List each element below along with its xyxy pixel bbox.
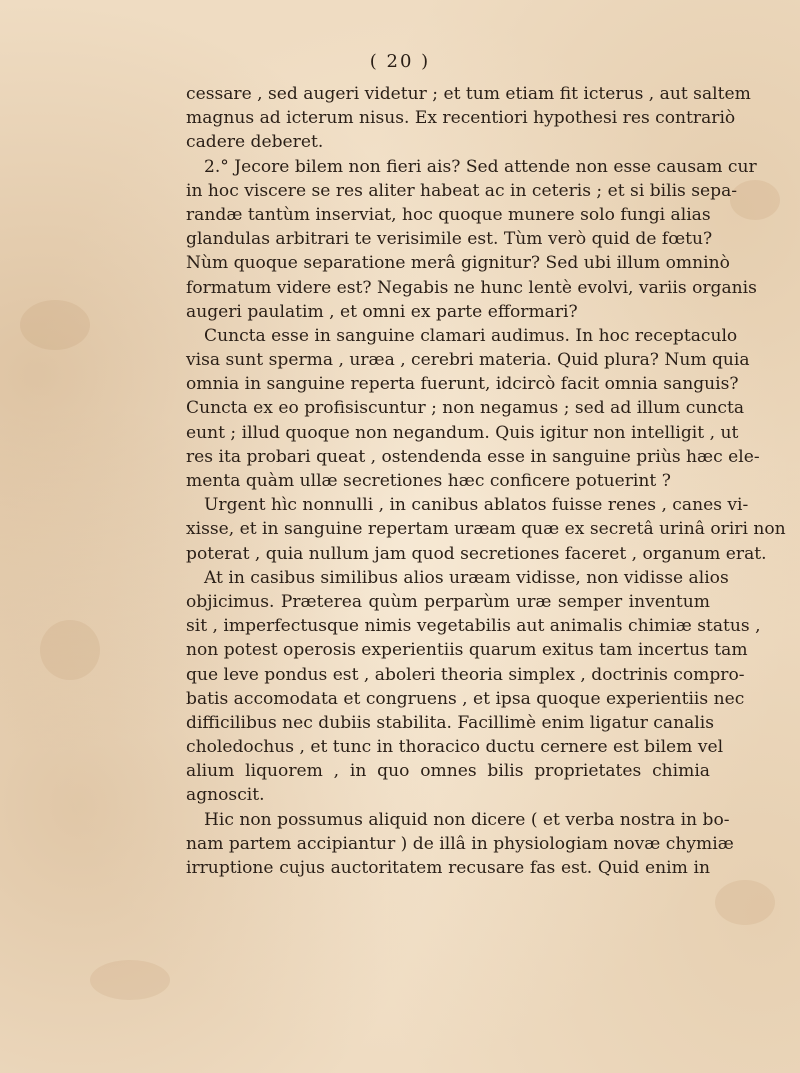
text-line: agnoscit. xyxy=(186,785,265,806)
paper-stain xyxy=(715,880,775,925)
text-line: glandulas arbitrari te verisimile est. Tùm verò quid de fœtu? xyxy=(186,229,713,250)
text-line: eunt ; illud quoque non negandum. Quis igitur non intelligit , ut xyxy=(186,422,739,443)
text-line: non potest operosis experientiis quarum exitus tam incertus tam xyxy=(186,640,748,661)
text-line: Urgent hìc nonnulli , in canibus ablatos fuisse renes , canes vi- xyxy=(204,495,749,516)
text-line: objicimus. Præterea quùm perparùm uræ semper inventum xyxy=(186,591,710,612)
text-line: visa sunt sperma , uræa , cerebri materia. Quid plura? Num quia xyxy=(186,350,750,371)
page-number: ( 20 ) xyxy=(369,51,431,72)
text-line: omnia in sanguine reperta fuerunt, idcircò facit omnia sanguis? xyxy=(186,374,739,395)
text-line: difficilibus nec dubiis stabilita. Facillimè enim ligatur canalis xyxy=(186,712,714,733)
text-line: augeri paulatim , et omni ex parte efformari? xyxy=(186,301,578,322)
text-line: choledochus , et tunc in thoracico ductu cernere est bilem vel xyxy=(186,737,724,758)
text-line: formatum videre est? Negabis ne hunc lentè evolvi, variis organis xyxy=(186,277,757,298)
text-line: res ita probari queat , ostendenda esse in sanguine priùs hæc ele- xyxy=(186,446,760,467)
text-line: randæ tantùm inserviat, hoc quoque munere solo fungi alias xyxy=(186,204,711,225)
paper-stain xyxy=(20,300,90,350)
text-line: Cuncta esse in sanguine clamari audimus. In hoc receptaculo xyxy=(204,325,738,346)
text-line: que leve pondus est , aboleri theoria simplex , doctrinis compro- xyxy=(186,664,745,685)
text-line: magnus ad icterum nisus. Ex recentiori hypothesi res contrariò xyxy=(186,108,736,129)
paper-stain xyxy=(90,960,170,1000)
text-line: menta quàm ullæ secretiones hæc conficere potuerint ? xyxy=(186,471,671,491)
text-line: Nùm quoque separatione merâ gignitur? Sed ubi illum omninò xyxy=(186,253,730,274)
text-line: batis accomodata et congruens , et ipsa quoque experientiis nec xyxy=(186,688,745,709)
text-line: xisse, et in sanguine repertam uræam quæ ex secretâ urinâ oriri non xyxy=(186,519,786,540)
text-line: in hoc viscere se res aliter habeat ac in ceteris ; et si bilis sepa- xyxy=(186,180,738,201)
text-line: nam partem accipiantur ) de illâ in physiologiam novæ chymiæ xyxy=(186,833,734,854)
text-line: cessare , sed augeri videtur ; et tum etiam fit icterus , aut saltem xyxy=(186,84,751,104)
text-line: At in casibus similibus alios uræam vidisse, non vidisse alios xyxy=(204,567,729,588)
text-line: Cuncta ex eo profisiscuntur ; non negamus ; sed ad illum cuncta xyxy=(186,398,745,419)
text-line: sit , imperfectusque nimis vegetabilis aut animalis chimiæ status , xyxy=(186,616,761,637)
text-line: alium liquorem , in quo omnes bilis proprietates chimia xyxy=(186,761,710,782)
text-line: irruptione cujus auctoritatem recusare fas est. Quid enim in xyxy=(186,858,710,878)
text-line: Hic non possumus aliquid non dicere ( et verba nostra in bo- xyxy=(204,809,730,830)
text-line: poterat , quia nullum jam quod secretiones faceret , organum erat. xyxy=(186,543,767,564)
body-text xyxy=(186,82,786,880)
text-line: 2.° Jecore bilem non fieri ais? Sed attende non esse causam cur xyxy=(204,156,757,177)
paper-stain xyxy=(40,620,100,680)
text-line: cadere deberet. xyxy=(186,132,324,153)
paper-stain xyxy=(730,180,780,220)
